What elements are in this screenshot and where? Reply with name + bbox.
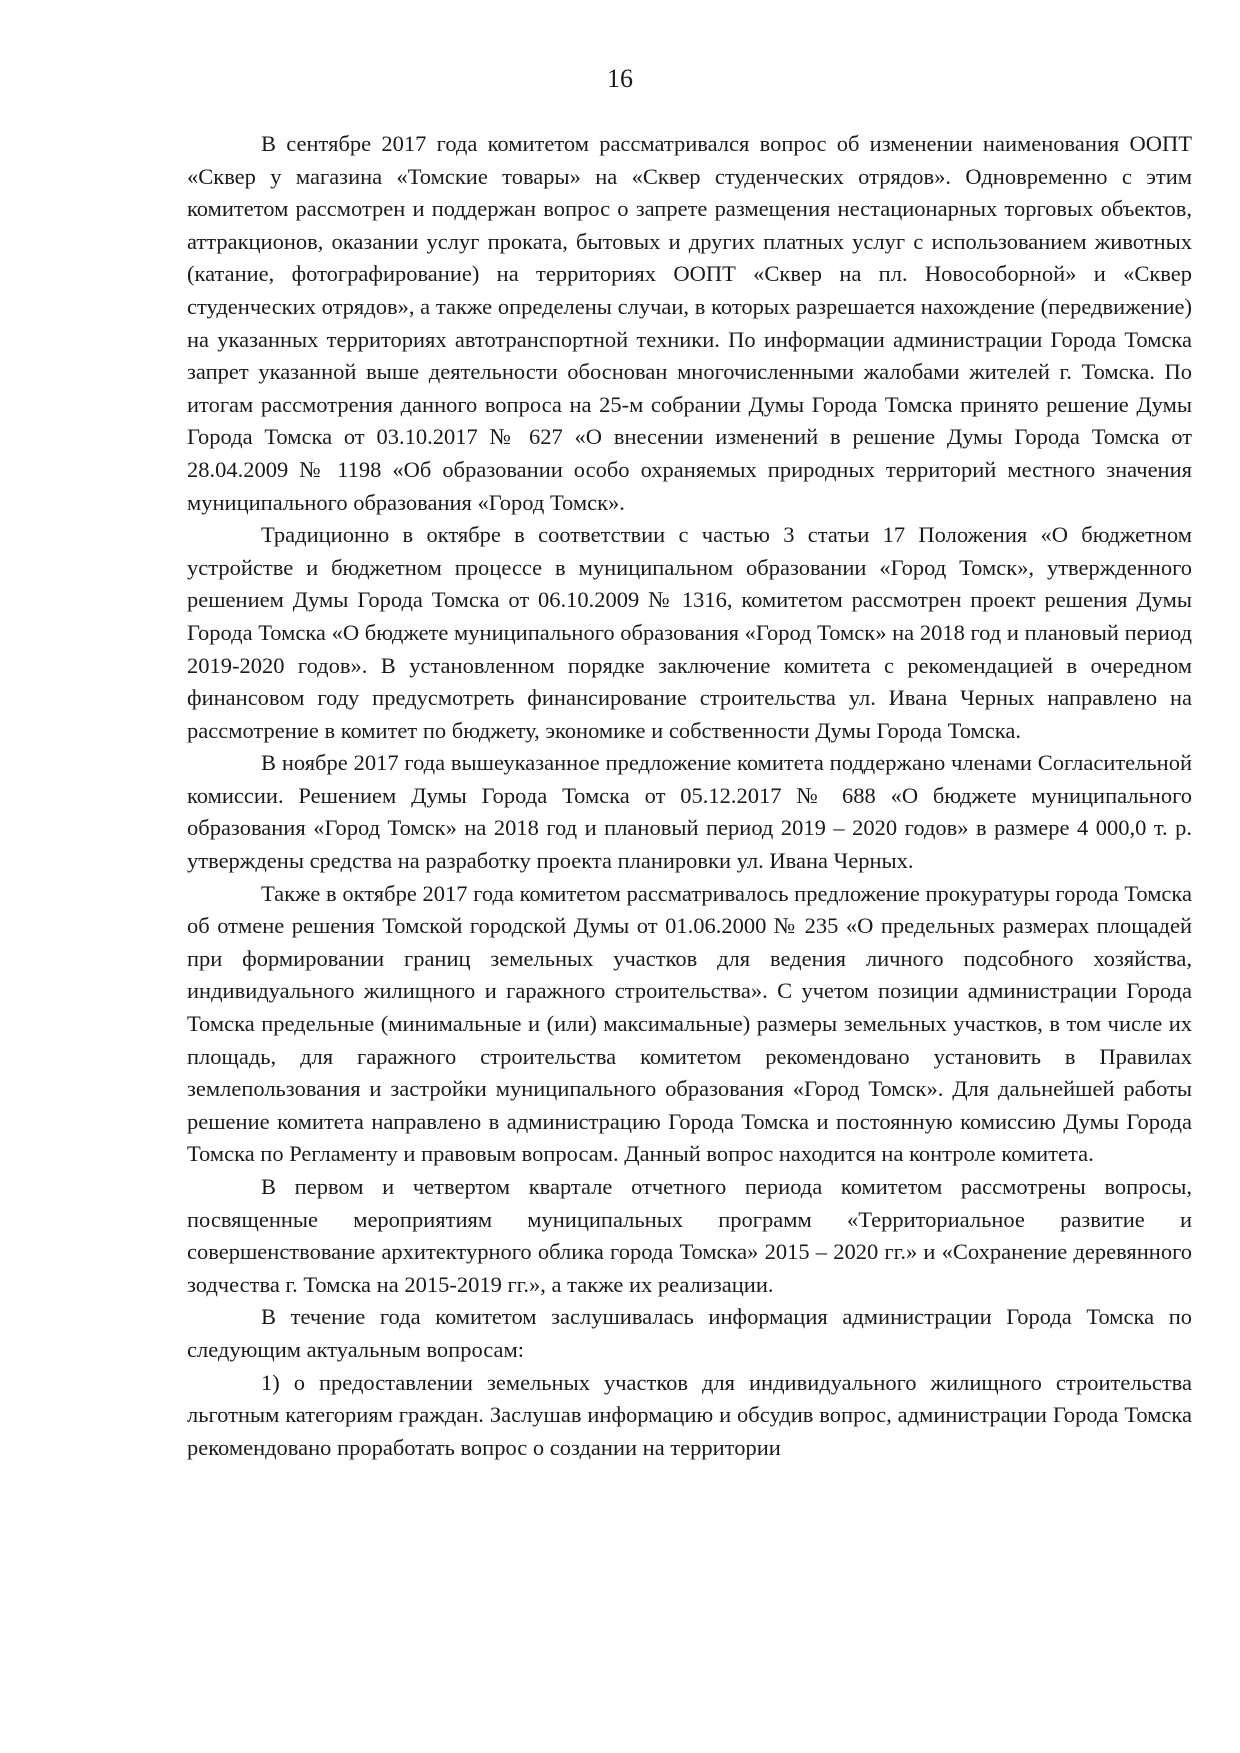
paragraph-oopt-renaming: В сентябре 2017 года комитетом рассматривался вопрос об изменении наименования ООПТ «Сквер у магазина «Томские товары» на «Сквер студенческих отрядов». Одновременно с этим комитетом рассмотрен и поддержан вопрос о запрете размещения нестационарных торговых объектов, аттракционов, оказании услуг проката, бытовых и других платных услуг с использованием животных (катание, фотографирование) на территориях ООПТ «Сквер на пл. Новособорной» и «Сквер студенческих отрядов», а также определены случаи, в которых разрешается нахождение (передвижение) на указанных территориях автотранспортной техники. По информации администрации Города Томска запрет указанной выше деятельности обоснован многочисленными жалобами жителей г. Томска. По итогам рассмотрения данного вопроса на 25-м собрании Думы Города Томска принято решение Думы Города Томска от 03.10.2017 № 627 «О внесении изменений в решение Думы Города Томска от 28.04.2009 № 1198 «Об образовании особо охраняемых природных территорий местного значения муниципального образования «Город Томск». <box>187 131 1192 515</box>
page-number: 16 <box>607 64 633 93</box>
paragraph-prosecutor-proposal: Также в октябре 2017 года комитетом рассматривалось предложение прокуратуры города Томска об отмене решения Томской городской Думы от 01.06.2000 № 235 «О предельных размерах площадей при формировании границ земельных участков для ведения личного подсобного хозяйства, индивидуального жилищного и гаражного строительства». С учетом позиции администрации Города Томска предельные (минимальные и (или) максимальные) размеры земельных участков, в том числе их площадь, для гаражного строительства комитетом рекомендовано установить в Правилах землепользования и застройки муниципального образования «Город Томск». Для дальнейшей работы решение комитета направлено в администрацию Города Томска и постоянную комиссию Думы Города Томска по Регламенту и правовым вопросам. Данный вопрос находится на контроле комитета. <box>187 880 1192 1167</box>
paragraph-municipal-programs: В первом и четвертом квартале отчетного периода комитетом рассмотрены вопросы, посвященные мероприятиям муниципальных программ «Территориальное развитие и совершенствование архитектурного облика города Томска» 2015 – 2020 гг.» и «Сохранение деревянного зодчества г. Томска на 2015-2019 гг.», а также их реализации. <box>187 1174 1192 1297</box>
paragraph-budget-draft: Традиционно в октябре в соответствии с частью 3 статьи 17 Положения «О бюджетном устройстве и бюджетном процессе в муниципальном образовании «Город Томск», утвержденного решением Думы Города Томска от 06.10.2009 № 1316, комитетом рассмотрен проект решения Думы Города Томска «О бюджете муниципального образования «Город Томск» на 2018 год и плановый период 2019-2020 годов». В установленном порядке заключение комитета с рекомендацией в очередном финансовом году предусмотреть финансирование строительства ул. Ивана Черных направлено на рассмотрение в комитет по бюджету, экономике и собственности Думы Города Томска. <box>187 522 1192 743</box>
document-body <box>187 128 1192 1464</box>
paragraph-conciliation-commission: В ноябре 2017 года вышеуказанное предложение комитета поддержано членами Согласительной комиссии. Решением Думы Города Томска от 05.12.2017 № 688 «О бюджете муниципального образования «Город Томск» на 2018 год и плановый период 2019 – 2020 годов» в размере 4 000,0 т. р. утверждены средства на разработку проекта планировки ул. Ивана Черных. <box>187 750 1192 874</box>
paragraph-administration-info: В течение года комитетом заслушивалась информация администрации Города Томска по следующим актуальным вопросам: <box>187 1304 1192 1362</box>
paragraph-land-plots-item: 1) о предоставлении земельных участков для индивидуального жилищного строительства льготным категориям граждан. Заслушав информацию и обсудив вопрос, администрации Города Томска рекомендовано проработать вопрос о создании на территории <box>187 1369 1192 1460</box>
